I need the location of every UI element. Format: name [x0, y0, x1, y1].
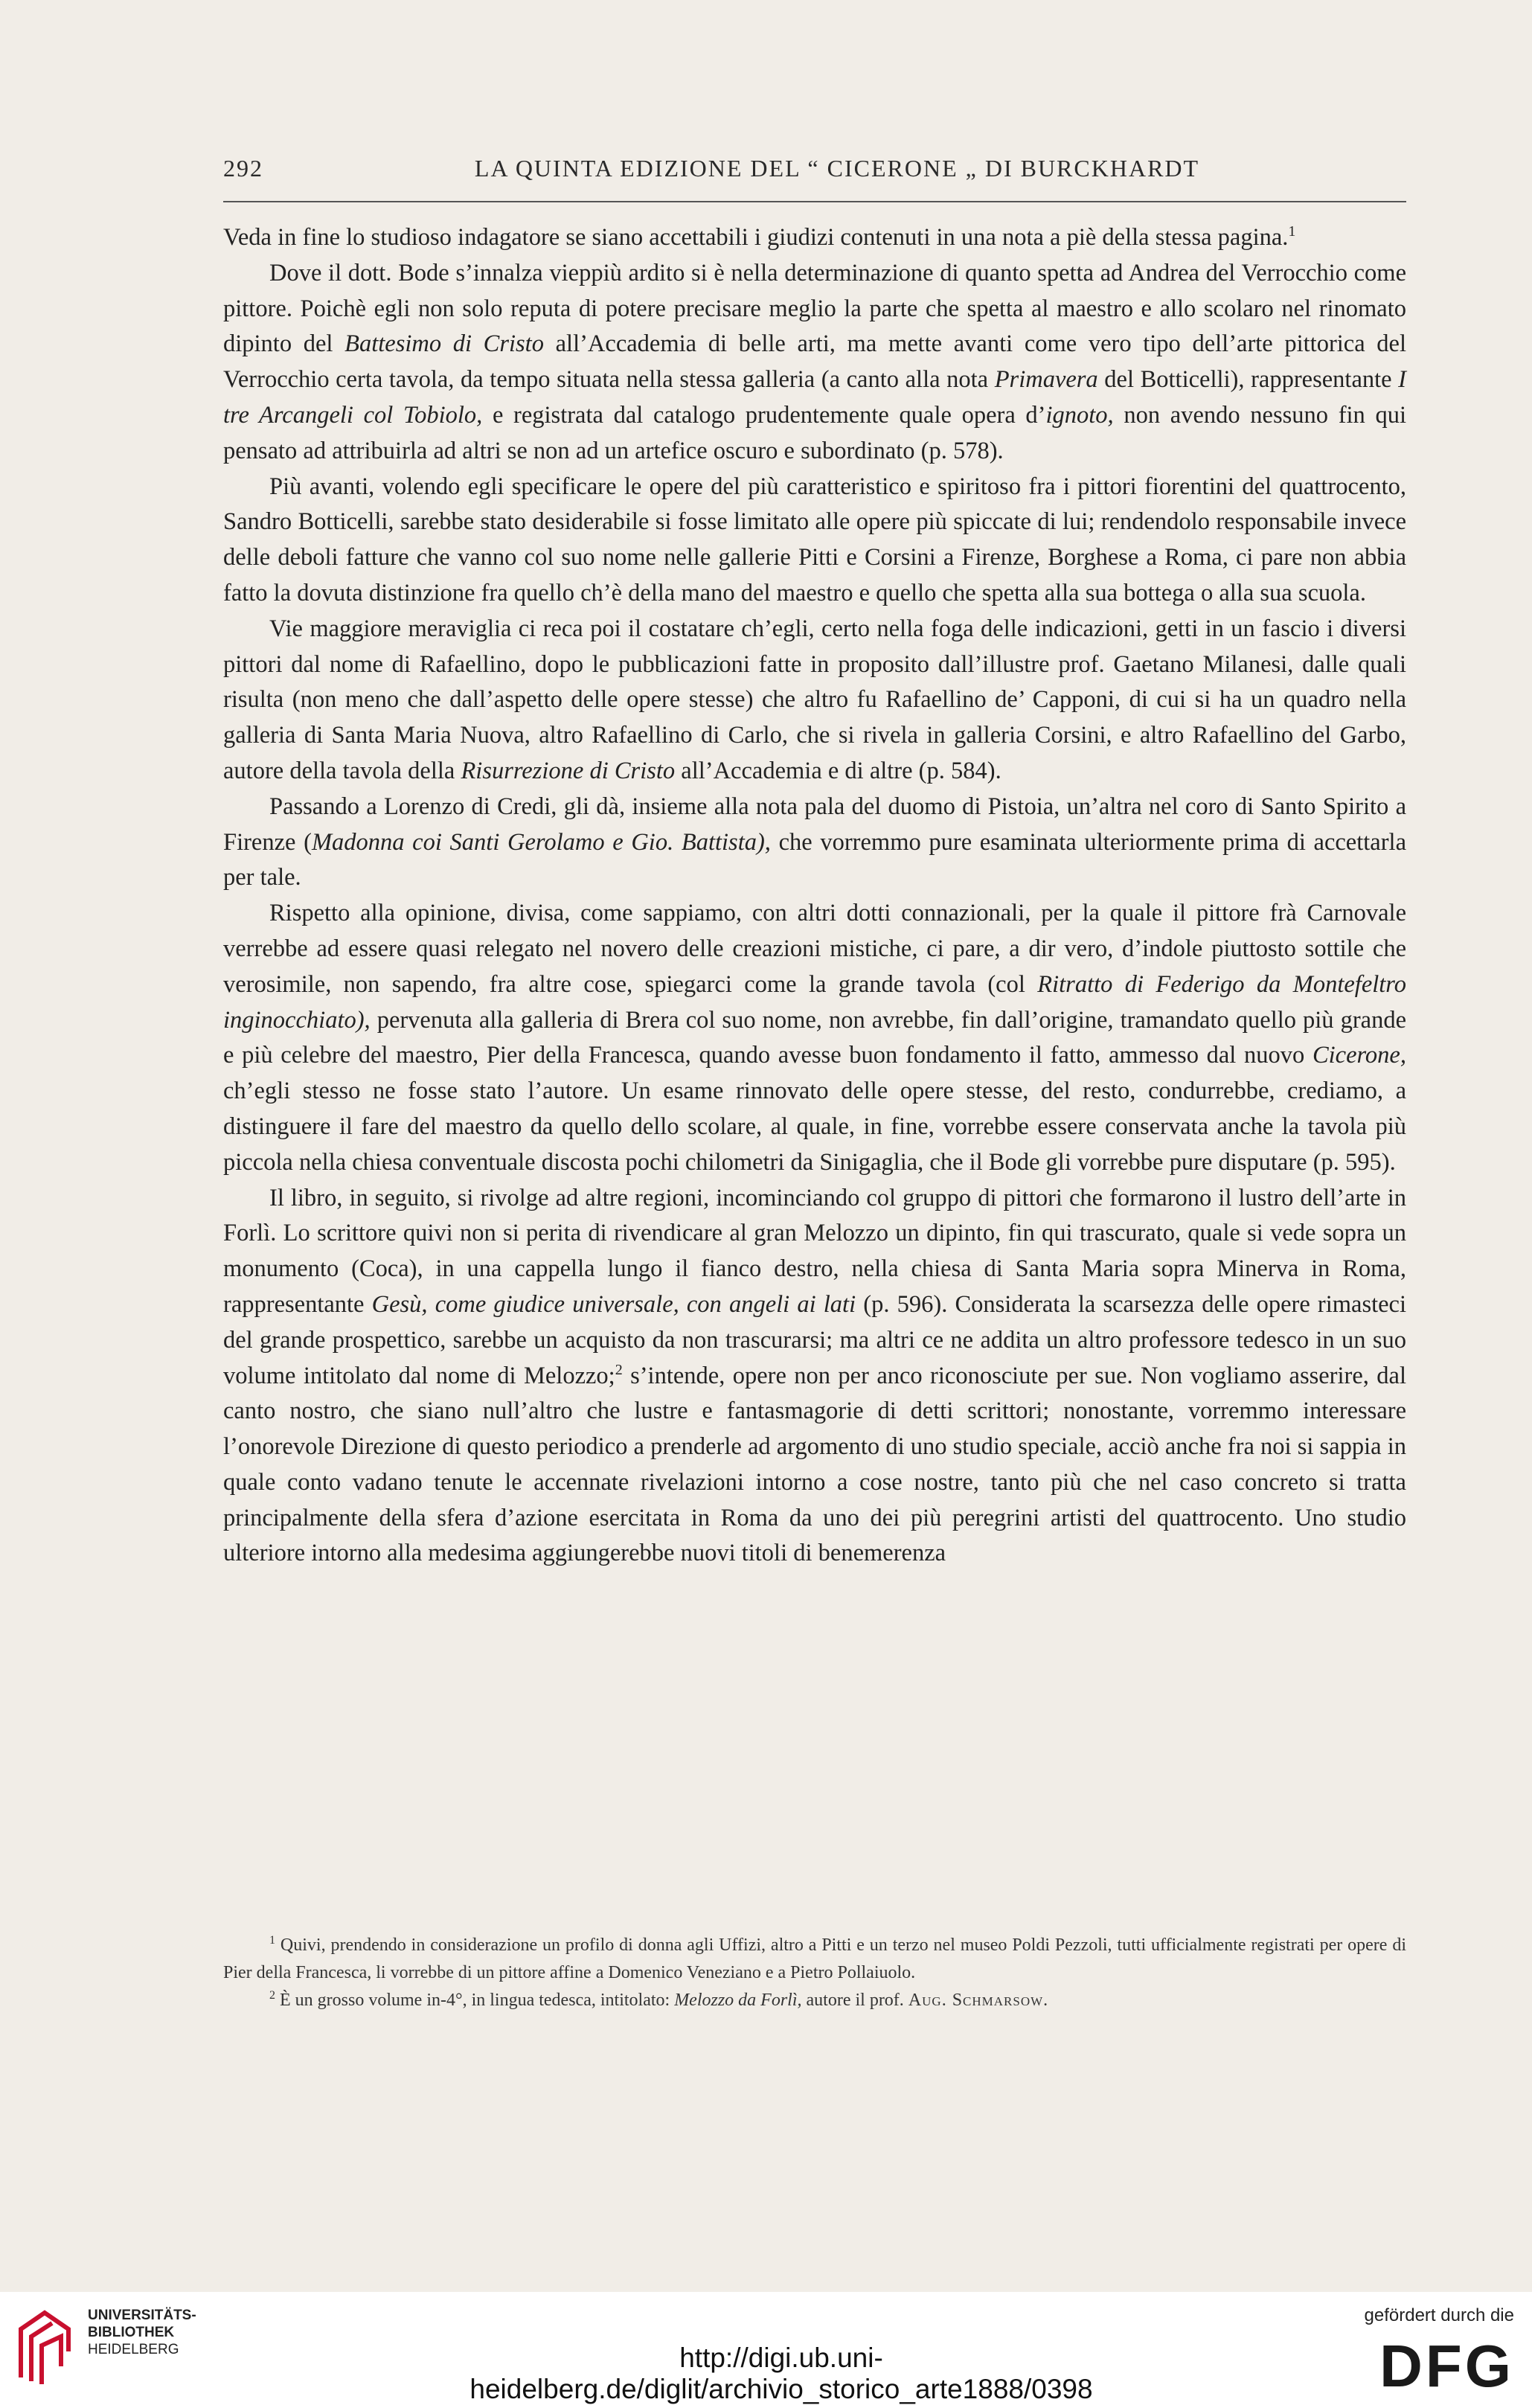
running-title: LA QUINTA EDIZIONE DEL “ CICERONE „ DI BURCKHARDT	[474, 155, 1200, 182]
text-run: Rispetto alla opinione, divisa, come sappiamo, con altri dotti connazionali, per la quale il pittore frà Carnovale verrebbe ad essere quasi relegato nel novero delle creazioni mistiche, ci pare, a dir vero, d’indole piuttosto sottile che verosimile, non sapendo, fra altre cose, spiegarci come la grande tavola (col	[223, 900, 1406, 998]
library-line: BIBLIOTHEK	[88, 2325, 175, 2340]
paragraph	[223, 790, 1406, 896]
footnote	[223, 1932, 1406, 1987]
italic-title: ignoto,	[1045, 401, 1114, 429]
source-url-link[interactable]: http://digi.ub.uni-heidelberg.de/diglit/archivio_storico_arte1888/0398	[469, 2343, 1093, 2404]
body-text	[223, 220, 1406, 1572]
text-run: Passando a Lorenzo di Credi, gli dà, insieme alla nota pala del duomo di Pistoia, un’altra nel coro di Santo Spirito a Firenze (	[223, 792, 1406, 856]
text-run: del Botticelli), rappresentante	[1097, 366, 1399, 394]
paragraph	[223, 1181, 1406, 1572]
footnotes	[223, 1932, 1406, 2014]
footnote-marker: 1	[1288, 223, 1296, 240]
italic-title: Melozzo da Forlì,	[674, 1991, 802, 2010]
funding-caption: gefördert durch die	[1364, 2305, 1514, 2325]
text-run: Veda in fine lo studioso indagatore se siano accettabili i giudizi contenuti in una nota a piè della stessa pagina.	[223, 224, 1289, 251]
library-name	[88, 2307, 196, 2358]
text-run: che vorremmo pure esaminata ulteriormente prima di accettarla per tale.	[223, 828, 1406, 891]
paragraph	[223, 612, 1406, 790]
text-run: autore il prof.	[801, 1991, 908, 2010]
footnote-marker: 2	[615, 1361, 623, 1378]
text-run: Quivi, prendendo in considerazione un profilo di donna agli Uffizi, altro a Pitti e un terzo nel museo Poldi Pezzoli, tutti ufficialmente registrati per opere di Pier della Francesca, li vorrebbe di un pittore affine a Domenico Veneziano e a Pietro Pollaiuolo.	[223, 1935, 1406, 1982]
italic-title: Risurrezione di Cristo	[461, 757, 676, 784]
dfg-logo: DFG	[1379, 2333, 1514, 2399]
library-line: UNIVERSITÄTS-	[88, 2308, 196, 2323]
text-run: Più avanti, volendo egli specificare le opere del più caratteristico e spiritoso fra i pittori fiorentini del quattrocento, Sandro Botticelli, sarebbe stato desiderabile si fosse limitato alle opere più spiccate di lui; rendendolo responsabile invece delle deboli fatture che vanno col suo nome nelle gallerie Pitti e Corsini a Firenze, Borghese a Roma, ci pare non abbia fatto la dovuta distinzione fra quello ch’è della mano del maestro e quello che spetta alla sua bottega o alla sua scuola.	[223, 473, 1406, 606]
italic-title: Madonna coi Santi Gerolamo e Gio. Battista),	[311, 828, 771, 856]
text-run: Dove il dott. Bode s’innalza vieppiù ardito si è nella determinazione di quanto spetta ad Andrea del Verrocchio come pittore. Poichè egli non solo reputa di potere precisare meglio la parte che spetta al maestro e allo scolaro nel rinomato dipinto del	[223, 259, 1406, 358]
text-run: ch’egli stesso ne fosse stato l’autore. Un esame rinnovato delle opere stesse, del resto, condurrebbe, crediamo, a distinguere il fare del maestro da quello dello scolare, al quale, in fine, vorrebbe essere conservata anche la tavola più piccola nella chiesa conventuale discosta pochi chilometri da Sinigaglia, che il Bode gli vorrebbe pure disputare (p. 595).	[223, 1077, 1406, 1176]
text-run: s’intende, opere non per anco riconosciute per sue. Non vogliamo asserire, dal canto nostro, che siano null’altro che lustre e fantasmagorie di detti scrittori; nonostante, vorremmo interessare l’onorevole Direzione di questo periodico a prenderle ad argomento di uno studio speciale, acciò anche fra noi si sappia in quale conto vadano tenute le accennate rivelazioni intorno a cose nostre, tanto più che nel caso concreto si tratta principalmente della sfera d’azione esercitata in Roma da uno dei più peregrini artisti del quattrocento. Uno studio ulteriore intorno alla medesima aggiungerebbe nuovi titoli di benemerenza	[223, 1362, 1406, 1567]
text-run: È un grosso volume in-4°, in lingua tedesca, intitolato:	[275, 1991, 675, 2010]
header-rule	[223, 201, 1406, 202]
text-run: non avendo nessuno fin qui pensato ad attribuirla ad altri se non ad un artefice oscuro e subordinato (p. 578).	[223, 401, 1406, 464]
paragraph	[223, 256, 1406, 470]
italic-title: Primavera	[994, 366, 1098, 394]
page-number: 292	[223, 155, 263, 182]
text-run: all’Accademia e di altre (p. 584).	[675, 757, 1001, 784]
paragraph	[223, 470, 1406, 612]
footnote-marker: 2	[269, 1989, 275, 2002]
footnote-marker: 1	[269, 1934, 275, 1947]
library-line: HEIDELBERG	[88, 2342, 179, 2357]
italic-title: Ritratto di Federigo da Montefeltro inginocchiato),	[223, 970, 1406, 1034]
text-run: all’Accademia di belle arti, ma mette avanti come vero tipo dell’arte pittorica del Verrocchio certa tavola, da tempo situata nella stessa galleria (a canto alla nota	[223, 330, 1407, 394]
paragraph	[223, 220, 1406, 256]
ub-heidelberg-logo-icon	[15, 2307, 79, 2389]
italic-title: I tre Arcangeli col Tobiolo,	[223, 366, 1406, 429]
text-run: pervenuta alla galleria di Brera col suo nome, non avrebbe, fin dall’origine, tramandato quello più grande e più celebre del maestro, Pier della Francesca, quando avesse buon fondamento il fatto, ammesso dal nuovo	[223, 1006, 1406, 1069]
italic-title: Battesimo di Cristo	[344, 330, 544, 358]
text-run: Vie maggiore meraviglia ci reca poi il costatare ch’egli, certo nella foga delle indicazioni, getti in un fascio i diversi pittori dal nome di Rafaellino, dopo le pubblicazioni fatte in proposito dall’illustre prof. Gaetano Milanesi, dalle quali risulta (non meno che dall’aspetto delle opere stesse) che altro fu Rafaellino de’ Capponi, di cui si ha un quadro nella galleria di Santa Maria Nuova, altro Rafaellino di Carlo, che si rivela in galleria Corsini, e altro Rafaellino del Garbo, autore della tavola della	[223, 615, 1406, 784]
italic-title: Cicerone,	[1312, 1042, 1406, 1069]
paragraph	[223, 896, 1406, 1180]
text-run: Aug. Schmarsow.	[908, 1991, 1049, 2010]
text-run: Il libro, in seguito, si rivolge ad altre regioni, incominciando col gruppo di pittori che formarono il lustro dell’arte in Forlì. Lo scrittore quivi non si perita di rivendicare al gran Melozzo un dipinto, fin qui trascurato, quale si vede sopra un monumento (Coca), in una cappella lungo il fianco destro, nella chiesa di Santa Maria sopra Minerva in Roma, rappresentante	[223, 1184, 1406, 1318]
running-header	[223, 155, 1406, 192]
italic-title: Gesù, come giudice universale, con angeli ai lati	[371, 1290, 856, 1318]
footnote	[223, 1987, 1406, 2014]
text-run: e registrata dal catalogo prudentemente quale opera d’	[482, 401, 1046, 429]
text-run: (p. 596). Considerata la scarsezza delle opere rimasteci del grande prospettico, sarebbe un acquisto da non trascurarsi; ma altri ce ne addita un altro professore tedesco in un suo volume intitolato dal nome di Melozzo;	[223, 1290, 1407, 1389]
